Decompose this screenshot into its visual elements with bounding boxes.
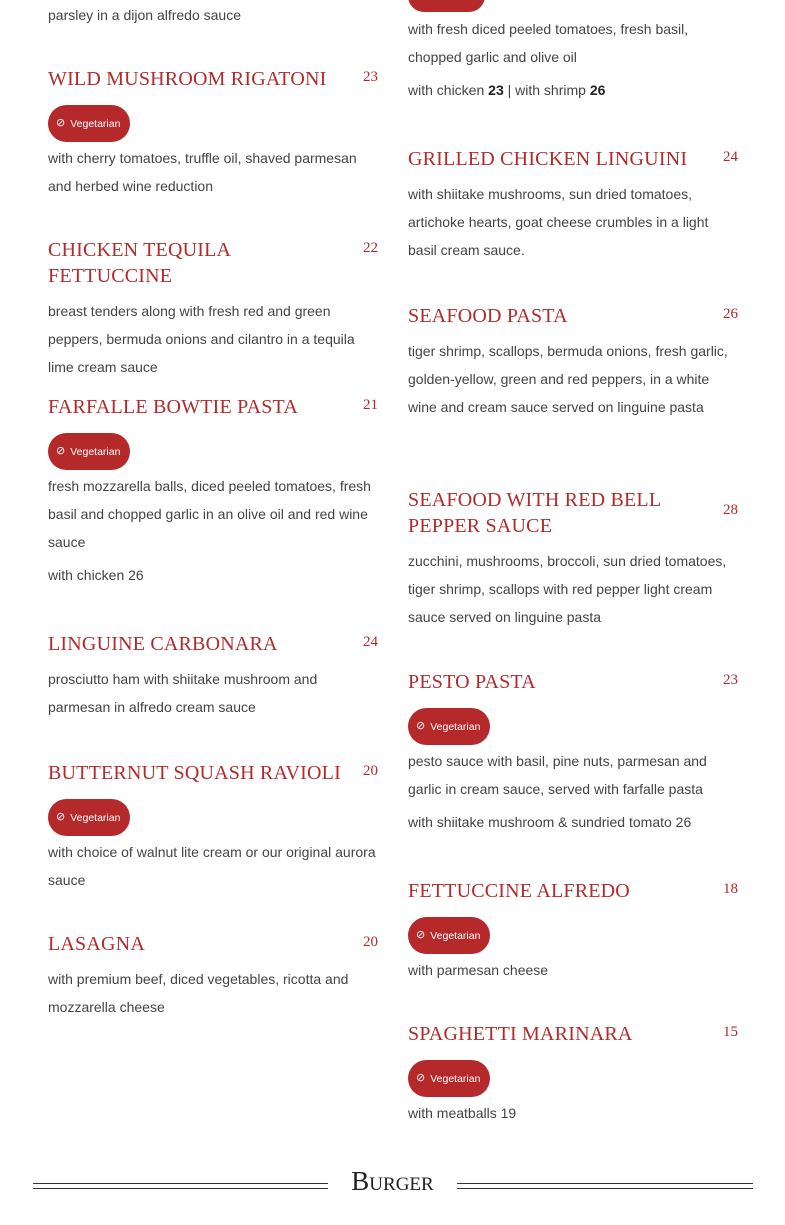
leaf-icon: ⊘ (56, 117, 66, 129)
item-description: with fresh diced peeled tomatoes, fresh basil, chopped garlic and olive oil (408, 21, 689, 65)
menu-item-header (408, 303, 738, 329)
menu-item-header (48, 760, 378, 786)
badge-label: Vegetarian (430, 720, 481, 733)
menu-item-description: with meatballs 19 (408, 1105, 517, 1121)
menu-item (408, 487, 738, 631)
menu-item (48, 931, 378, 1021)
menu-item (48, 394, 378, 589)
menu-item-header (408, 1021, 738, 1047)
menu-item-header (48, 931, 378, 957)
badge-label: Vegetarian (70, 117, 121, 130)
menu-item-description: fresh mozzarella balls, diced peeled tomatoes, fresh basil and chopped garlic in an olive oil and red wine sauce (48, 478, 371, 550)
menu-item-header (48, 66, 378, 92)
vegetarian-badge (408, 0, 485, 12)
menu-item-description: with premium beef, diced vegetables, ricotta and mozzarella cheese (48, 971, 349, 1015)
menu-item-title: FETTUCCINE ALFREDO (408, 880, 630, 902)
menu-item-price: 23 (363, 69, 378, 85)
vegetarian-badge (408, 1060, 490, 1097)
menu-item-header (408, 669, 738, 695)
vegetarian-badge (48, 799, 130, 836)
menu-item-title: LASAGNA (48, 933, 145, 955)
menu-item (48, 760, 378, 894)
menu-item-title: FARFALLE BOWTIE PASTA (48, 396, 299, 418)
leaf-icon: ⊘ (416, 720, 426, 732)
vegetarian-badge (408, 917, 490, 954)
item-description: parsley in a dijon alfredo sauce (48, 7, 242, 23)
menu-item-title: WILD MUSHROOM RIGATONI (48, 68, 327, 90)
menu-item-header (408, 878, 738, 904)
menu-item (408, 146, 738, 264)
badge-label: Vegetarian (70, 445, 121, 458)
menu-item-header (48, 394, 378, 420)
menu-item-title: SEAFOOD WITH RED BELL PEPPER SAUCE (408, 489, 661, 537)
menu-item (408, 878, 738, 984)
menu-item-price: 21 (363, 397, 378, 413)
leaf-icon: ⊘ (416, 1072, 426, 1084)
badge-label: Vegetarian (430, 1072, 481, 1085)
menu-item-header (408, 146, 738, 172)
menu-item (48, 631, 378, 721)
menu-item-header (48, 237, 378, 289)
divider-line (33, 1183, 328, 1189)
menu-item-price: 26 (723, 306, 738, 322)
menu-item-description: with parmesan cheese (408, 962, 549, 978)
menu-item-description: with choice of walnut lite cream or our original aurora sauce (48, 844, 376, 888)
menu-item-price: 20 (363, 763, 378, 779)
leaf-icon: ⊘ (56, 811, 66, 823)
menu-item-price: 15 (723, 1024, 738, 1040)
badge-label: Vegetarian (70, 811, 121, 824)
menu-item-price: 18 (723, 881, 738, 897)
menu-item-title: PESTO PASTA (408, 671, 536, 693)
menu-item-addon-note: with shiitake mushroom & sundried tomato 26 (408, 814, 692, 830)
menu-item (48, 66, 378, 200)
divider-line (457, 1183, 753, 1189)
item-addon-note: with chicken 23 | with shrimp 26 (408, 82, 606, 98)
menu-item-price: 22 (363, 240, 378, 256)
menu-item-description: with cherry tomatoes, truffle oil, shaved parmesan and herbed wine reduction (48, 150, 357, 194)
badge-label: Vegetarian (430, 929, 481, 942)
menu-item (408, 303, 738, 421)
menu-item-title: SEAFOOD PASTA (408, 305, 568, 327)
menu-item-description: prosciutto ham with shiitake mushroom and parmesan in alfredo cream sauce (48, 671, 318, 715)
menu-item-price: 20 (363, 934, 378, 950)
menu-item-description: tiger shrimp, scallops, bermuda onions, fresh garlic, golden-yellow, green and red peppers, in a white wine and cream sauce served on linguine pasta (408, 343, 728, 415)
menu-item-continued (408, 15, 738, 104)
menu-item-title: SPAGHETTI MARINARA (408, 1023, 633, 1045)
menu-item-title: BUTTERNUT SQUASH RAVIOLI (48, 762, 341, 784)
menu-item (408, 1021, 738, 1127)
menu-item-description: breast tenders along with fresh red and green peppers, bermuda onions and cilantro in a tequila lime cream sauce (48, 303, 355, 375)
menu-item-title: LINGUINE CARBONARA (48, 633, 278, 655)
menu-item-header (48, 631, 378, 657)
menu-item-price: 28 (723, 502, 738, 518)
menu-item-description: zucchini, mushrooms, broccoli, sun dried tomatoes, tiger shrimp, scallops with red pepper light cream sauce served on linguine pasta (408, 553, 727, 625)
vegetarian-badge (48, 105, 130, 142)
menu-item-price: 23 (723, 672, 738, 688)
menu-item (48, 237, 378, 381)
leaf-icon: ⊘ (416, 929, 426, 941)
menu-item-price: 24 (363, 634, 378, 650)
menu-item-description: with shiitake mushrooms, sun dried tomatoes, artichoke hearts, goat cheese crumbles in a light basil cream sauce. (408, 186, 709, 258)
leaf-icon: ⊘ (56, 445, 66, 457)
menu-item-title: CHICKEN TEQUILA FETTUCCINE (48, 239, 231, 287)
menu-item-price: 24 (723, 149, 738, 165)
vegetarian-badge (48, 433, 130, 470)
section-title: Burger (351, 1166, 434, 1196)
vegetarian-badge (408, 708, 490, 745)
section-header-burger (33, 1163, 753, 1203)
menu-item (408, 669, 738, 836)
menu-item-header (408, 487, 738, 539)
menu-item-description: pesto sauce with basil, pine nuts, parmesan and garlic in cream sauce, served with farfalle pasta (408, 753, 707, 797)
menu-item-addon-note: with chicken 26 (48, 567, 144, 583)
menu-item-title: GRILLED CHICKEN LINGUINI (408, 148, 688, 170)
